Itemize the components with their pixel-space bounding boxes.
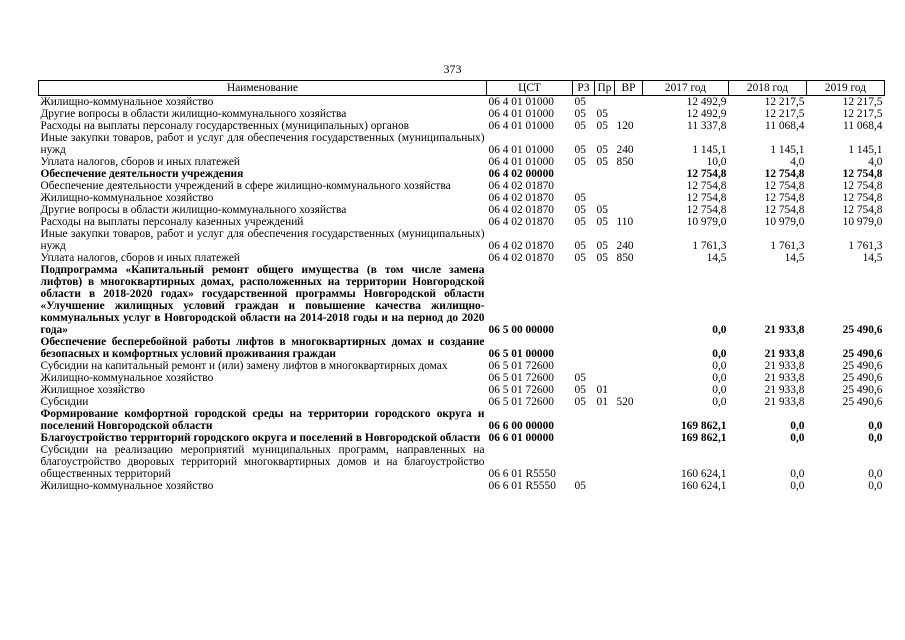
cell-name: Подпрограмма «Капитальный ремонт общего имущества (в том числе замена лифтов) в многоквартирных домах, расположенных на территории Новгородской области в 2018-2020 годах» государственной программы Новгородской области «Улучшение жилищных условий граждан и повышение качества жилищно-коммунальных услуг в Новгородской области на 2014-2018 годы и на период до 2020 года» — [40, 264, 485, 336]
cell-cst: 06 5 01 72600 — [488, 384, 554, 396]
cell-y2017: 12 754,8 — [686, 192, 727, 204]
cell-rz: 05 — [574, 372, 586, 384]
cell-y2017: 169 862,1 — [680, 432, 727, 444]
cell-rz — [573, 408, 595, 432]
cell-cst: 06 5 01 00000 — [488, 348, 554, 360]
table-row — [39, 480, 885, 492]
cell-y2019: 25 490,6 — [842, 384, 883, 396]
cell-pr: 05 — [596, 252, 608, 264]
cell-name: Жилищно-коммунальное хозяйство — [40, 192, 214, 204]
cell-name: Расходы на выплаты персоналу казенных учреждений — [40, 216, 304, 228]
cell-rz: 05 — [574, 216, 586, 228]
cell-y2018: 21 933,8 — [764, 324, 805, 336]
cell-y2019: 0,0 — [868, 480, 883, 492]
cell-pr — [595, 444, 615, 480]
table-row — [39, 192, 885, 204]
cell-rz: 05 — [574, 108, 586, 120]
cell-cst: 06 5 01 72600 — [488, 372, 554, 384]
cell-cst: 06 6 00 00000 — [488, 420, 554, 432]
table-row — [39, 432, 885, 444]
table-row — [39, 132, 885, 156]
cell-rz — [573, 360, 595, 372]
cell-vr: 240 — [616, 240, 634, 252]
cell-name: Жилищно-коммунальное хозяйство — [40, 480, 214, 492]
cell-y2019: 25 490,6 — [842, 372, 883, 384]
cell-y2018: 21 933,8 — [764, 396, 805, 408]
table-row — [39, 408, 885, 432]
cell-vr: 520 — [616, 396, 634, 408]
header-2018: 2018 год — [729, 81, 807, 96]
cell-y2017: 0,0 — [712, 360, 727, 372]
cell-name: Обеспечение бесперебойной работы лифтов в многоквартирных домах и создание безопасных и комфортных условий проживания граждан — [40, 336, 485, 360]
cell-pr — [595, 336, 615, 360]
cell-vr — [615, 480, 643, 492]
cell-vr — [615, 384, 643, 396]
cell-name: Субсидии на капитальный ремонт и (или) замену лифтов в многоквартирных домах — [40, 360, 448, 372]
cell-vr: 110 — [616, 216, 634, 228]
cell-y2019: 25 490,6 — [842, 348, 883, 360]
cell-rz: 05 — [574, 240, 586, 252]
cell-cst: 06 4 02 01870 — [488, 216, 554, 228]
cell-cst: 06 4 01 01000 — [488, 108, 554, 120]
cell-pr: 05 — [596, 108, 608, 120]
cell-cst: 06 4 02 01870 — [488, 192, 554, 204]
table-row — [39, 120, 885, 132]
table-row — [39, 156, 885, 168]
cell-y2018: 12 754,8 — [764, 180, 805, 192]
cell-name: Формирование комфортной городской среды на территории городского округа и поселений Новгородской области — [40, 408, 485, 432]
header-name: Наименование — [39, 81, 487, 96]
cell-cst: 06 5 00 00000 — [488, 324, 554, 336]
cell-y2019: 12 754,8 — [842, 192, 883, 204]
cell-cst: 06 5 01 72600 — [488, 396, 554, 408]
cell-rz — [573, 180, 595, 192]
cell-cst: 06 4 01 01000 — [488, 120, 554, 132]
cell-rz — [573, 444, 595, 480]
table-row — [39, 396, 885, 408]
table-row — [39, 360, 885, 372]
cell-rz: 05 — [574, 156, 586, 168]
cell-name: Другие вопросы в области жилищно-коммунального хозяйства — [40, 108, 347, 120]
cell-y2017: 0,0 — [712, 372, 727, 384]
cell-name: Расходы на выплаты персоналу государственных (муниципальных) органов — [40, 120, 410, 132]
cell-name: Уплата налогов, сборов и иных платежей — [40, 156, 240, 168]
header-cst: ЦСТ — [487, 81, 573, 96]
cell-rz — [573, 264, 595, 336]
cell-pr: 05 — [596, 120, 608, 132]
cell-pr: 01 — [596, 396, 608, 408]
cell-cst: 06 4 02 01870 — [488, 180, 554, 192]
cell-y2018: 21 933,8 — [764, 348, 805, 360]
cell-pr — [595, 372, 615, 384]
header-pr: Пр — [595, 81, 615, 96]
cell-rz: 05 — [574, 396, 586, 408]
cell-rz: 05 — [574, 120, 586, 132]
cell-y2019: 12 754,8 — [842, 168, 883, 180]
cell-cst: 06 5 01 72600 — [488, 360, 554, 372]
cell-y2019: 25 490,6 — [842, 396, 883, 408]
cell-y2018: 21 933,8 — [764, 360, 805, 372]
cell-pr: 05 — [596, 144, 608, 156]
cell-y2018: 1 145,1 — [770, 144, 805, 156]
cell-pr — [595, 192, 615, 204]
table-row — [39, 180, 885, 192]
cell-name: Жилищно-коммунальное хозяйство — [40, 96, 214, 108]
cell-rz: 05 — [574, 192, 586, 204]
cell-y2018: 12 217,5 — [764, 108, 805, 120]
cell-cst: 06 6 01 00000 — [488, 432, 554, 444]
budget-table — [38, 80, 885, 492]
cell-y2017: 1 145,1 — [692, 144, 727, 156]
cell-cst: 06 4 02 01870 — [488, 252, 554, 264]
cell-vr — [615, 168, 643, 180]
cell-y2019: 25 490,6 — [842, 324, 883, 336]
cell-vr — [615, 408, 643, 432]
cell-y2018: 12 754,8 — [764, 168, 805, 180]
cell-cst: 06 4 02 00000 — [488, 168, 554, 180]
cell-name: Жилищно-коммунальное хозяйство — [40, 372, 214, 384]
cell-pr — [595, 168, 615, 180]
table-body — [39, 96, 885, 493]
cell-y2018: 0,0 — [790, 420, 805, 432]
cell-y2017: 0,0 — [712, 324, 727, 336]
cell-y2018: 12 754,8 — [764, 204, 805, 216]
cell-y2018: 0,0 — [790, 480, 805, 492]
cell-vr — [615, 372, 643, 384]
cell-y2017: 1 761,3 — [692, 240, 727, 252]
cell-pr — [595, 480, 615, 492]
cell-y2017: 12 492,9 — [686, 96, 727, 108]
cell-pr — [595, 180, 615, 192]
cell-pr: 05 — [596, 156, 608, 168]
cell-y2017: 14,5 — [706, 252, 727, 264]
cell-cst: 06 4 01 01000 — [488, 156, 554, 168]
cell-rz — [573, 336, 595, 360]
cell-name: Иные закупки товаров, работ и услуг для обеспечения государственных (муниципальных) нужд — [40, 228, 485, 252]
cell-rz: 05 — [574, 252, 586, 264]
cell-y2019: 12 754,8 — [842, 204, 883, 216]
cell-y2018: 14,5 — [784, 252, 805, 264]
cell-pr — [595, 360, 615, 372]
table-row — [39, 372, 885, 384]
cell-name: Жилищное хозяйство — [40, 384, 146, 396]
cell-vr — [615, 336, 643, 360]
cell-y2019: 1 761,3 — [848, 240, 883, 252]
table-row — [39, 168, 885, 180]
cell-cst: 06 4 01 01000 — [488, 96, 554, 108]
cell-name: Благоустройство территорий городского округа и поселений в Новгородской области — [40, 432, 481, 444]
cell-pr: 05 — [596, 204, 608, 216]
cell-rz — [573, 168, 595, 180]
cell-name: Субсидии на реализацию мероприятий муниципальных программ, направленных на благоустройство дворовых территорий многоквартирных домов и на благоустройство общественных территорий — [40, 444, 485, 480]
cell-name: Обеспечение деятельности учреждений в сфере жилищно-коммунального хозяйства — [40, 180, 451, 192]
table-row — [39, 384, 885, 396]
cell-vr — [615, 192, 643, 204]
cell-cst: 06 4 01 01000 — [488, 144, 554, 156]
cell-y2019: 12 754,8 — [842, 180, 883, 192]
cell-rz: 05 — [574, 480, 586, 492]
cell-name: Иные закупки товаров, работ и услуг для обеспечения государственных (муниципальных) нужд — [40, 132, 485, 156]
cell-vr — [615, 264, 643, 336]
cell-vr: 120 — [616, 120, 634, 132]
cell-y2019: 10 979,0 — [842, 216, 883, 228]
cell-y2019: 25 490,6 — [842, 360, 883, 372]
cell-rz — [573, 432, 595, 444]
cell-y2018: 11 068,4 — [765, 120, 805, 132]
cell-cst: 06 4 02 01870 — [488, 204, 554, 216]
header-2017: 2017 год — [643, 81, 729, 96]
cell-vr: 240 — [616, 144, 634, 156]
cell-rz: 05 — [574, 384, 586, 396]
cell-pr — [595, 408, 615, 432]
cell-y2019: 12 217,5 — [842, 108, 883, 120]
cell-y2017: 12 754,8 — [686, 168, 727, 180]
cell-cst: 06 6 01 R5550 — [488, 480, 556, 492]
cell-pr: 05 — [596, 240, 608, 252]
cell-y2018: 21 933,8 — [764, 384, 805, 396]
cell-y2019: 1 145,1 — [848, 144, 883, 156]
page-number: 373 — [443, 62, 462, 76]
cell-vr — [615, 204, 643, 216]
table-row — [39, 216, 885, 228]
cell-y2019: 4,0 — [868, 156, 883, 168]
cell-pr: 05 — [596, 216, 608, 228]
cell-pr — [595, 432, 615, 444]
header-2019: 2019 год — [807, 81, 885, 96]
cell-y2019: 11 068,4 — [843, 120, 883, 132]
cell-vr: 850 — [616, 252, 634, 264]
cell-y2017: 12 492,9 — [686, 108, 727, 120]
cell-y2018: 4,0 — [790, 156, 805, 168]
table-row — [39, 204, 885, 216]
cell-cst: 06 4 02 01870 — [488, 240, 554, 252]
cell-y2017: 0,0 — [712, 396, 727, 408]
cell-cst: 06 6 01 R5550 — [488, 468, 556, 480]
cell-pr — [595, 96, 615, 109]
table-header — [39, 81, 885, 96]
cell-y2018: 0,0 — [790, 468, 805, 480]
cell-y2019: 14,5 — [862, 252, 883, 264]
cell-name: Субсидии — [40, 396, 89, 408]
cell-rz: 05 — [574, 96, 586, 108]
header-vr: ВР — [615, 81, 643, 96]
cell-y2018: 0,0 — [790, 432, 805, 444]
cell-y2018: 10 979,0 — [764, 216, 805, 228]
cell-y2019: 0,0 — [868, 468, 883, 480]
cell-vr — [615, 360, 643, 372]
cell-vr — [615, 96, 643, 109]
cell-name: Другие вопросы в области жилищно-коммунального хозяйства — [40, 204, 347, 216]
cell-y2017: 0,0 — [712, 348, 727, 360]
cell-name: Уплата налогов, сборов и иных платежей — [40, 252, 240, 264]
cell-y2019: 0,0 — [868, 420, 883, 432]
cell-pr — [595, 264, 615, 336]
table-row — [39, 252, 885, 264]
table-row — [39, 264, 885, 336]
cell-y2017: 10,0 — [706, 156, 727, 168]
cell-vr — [615, 108, 643, 120]
cell-pr: 01 — [596, 384, 608, 396]
cell-y2018: 1 761,3 — [770, 240, 805, 252]
cell-name: Обеспечение деятельности учреждения — [40, 168, 244, 180]
cell-y2017: 11 337,8 — [687, 120, 727, 132]
cell-y2017: 169 862,1 — [680, 420, 727, 432]
cell-y2017: 12 754,8 — [686, 180, 727, 192]
cell-y2017: 12 754,8 — [686, 204, 727, 216]
cell-vr — [615, 444, 643, 480]
cell-rz: 05 — [574, 144, 586, 156]
cell-vr: 850 — [616, 156, 634, 168]
cell-y2017: 10 979,0 — [686, 216, 727, 228]
cell-y2017: 160 624,1 — [680, 468, 727, 480]
cell-y2019: 12 217,5 — [842, 96, 883, 108]
cell-vr — [615, 432, 643, 444]
table-row — [39, 336, 885, 360]
cell-vr — [615, 180, 643, 192]
table-row — [39, 228, 885, 252]
cell-rz: 05 — [574, 204, 586, 216]
table-row — [39, 444, 885, 480]
cell-y2018: 12 217,5 — [764, 96, 805, 108]
cell-y2017: 160 624,1 — [680, 480, 727, 492]
cell-y2017: 0,0 — [712, 384, 727, 396]
table-row — [39, 96, 885, 109]
cell-y2018: 21 933,8 — [764, 372, 805, 384]
cell-y2018: 12 754,8 — [764, 192, 805, 204]
cell-y2019: 0,0 — [868, 432, 883, 444]
header-rz: РЗ — [573, 81, 595, 96]
table-row — [39, 108, 885, 120]
